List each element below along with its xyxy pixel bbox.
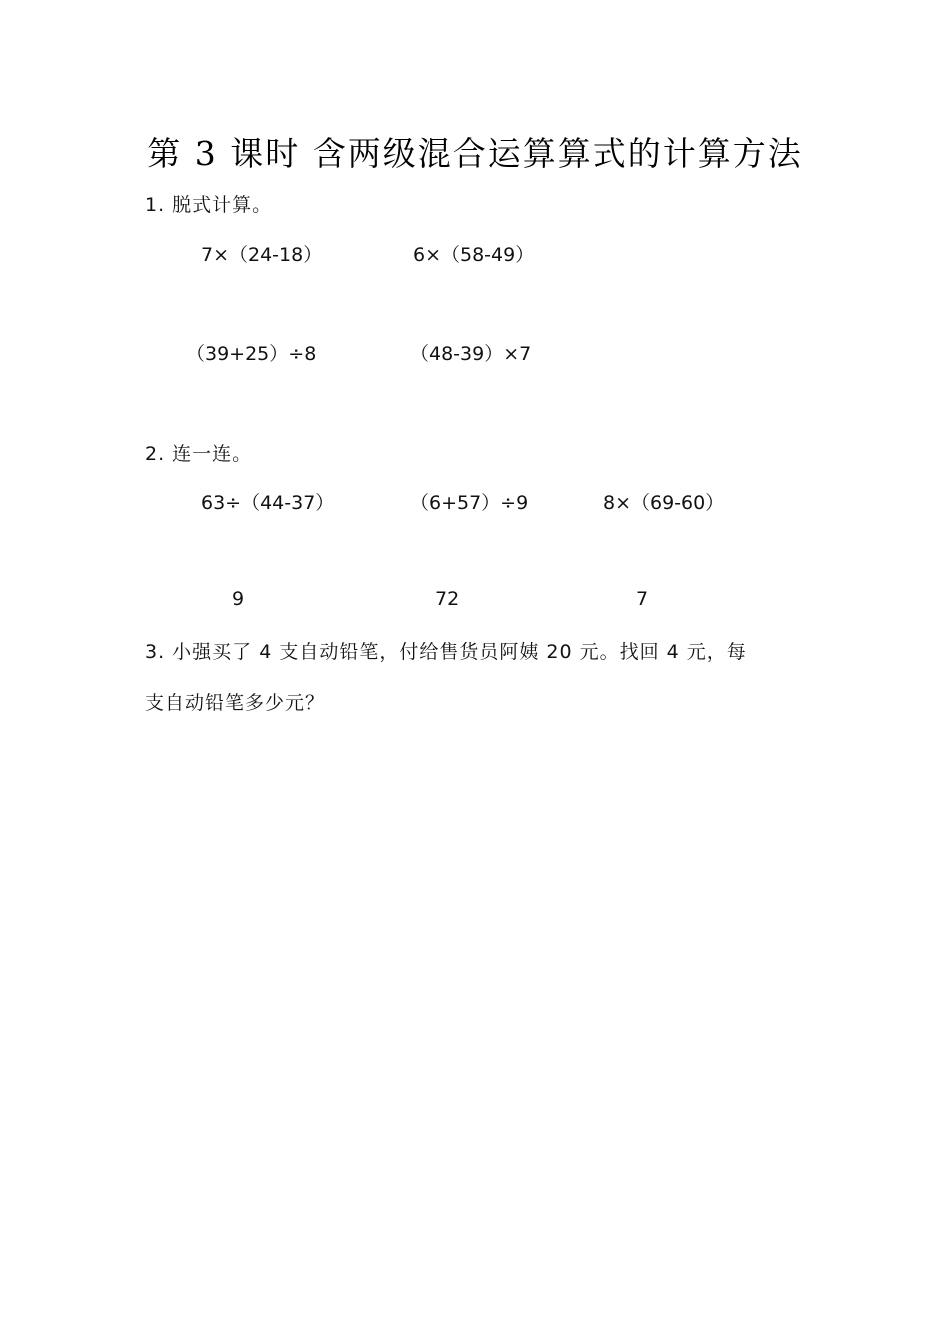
q1-expression-3: （39+25）÷8 <box>186 343 317 365</box>
question-1-heading: 1. 脱式计算。 <box>145 194 273 216</box>
q2-expression-2: （6+57）÷9 <box>410 492 529 514</box>
q2-answer-3: 7 <box>636 588 649 610</box>
q1-expression-1: 7×（24-18） <box>201 244 323 266</box>
q2-answer-1: 9 <box>232 588 245 610</box>
q1-expression-2: 6×（58-49） <box>413 244 535 266</box>
q1-expression-4: （48-39）×7 <box>410 343 532 365</box>
question-3-line-1: 3. 小强买了 4 支自动铅笔，付给售货员阿姨 20 元。找回 4 元，每 <box>145 641 747 663</box>
q2-answer-2: 72 <box>435 588 460 610</box>
question-2-heading: 2. 连一连。 <box>145 443 253 465</box>
q2-expression-1: 63÷（44-37） <box>201 492 335 514</box>
page-title: 第 3 课时 含两级混合运算算式的计算方法 <box>147 134 803 173</box>
question-3-line-2: 支自动铅笔多少元？ <box>145 692 326 714</box>
q2-expression-3: 8×（69-60） <box>603 492 725 514</box>
